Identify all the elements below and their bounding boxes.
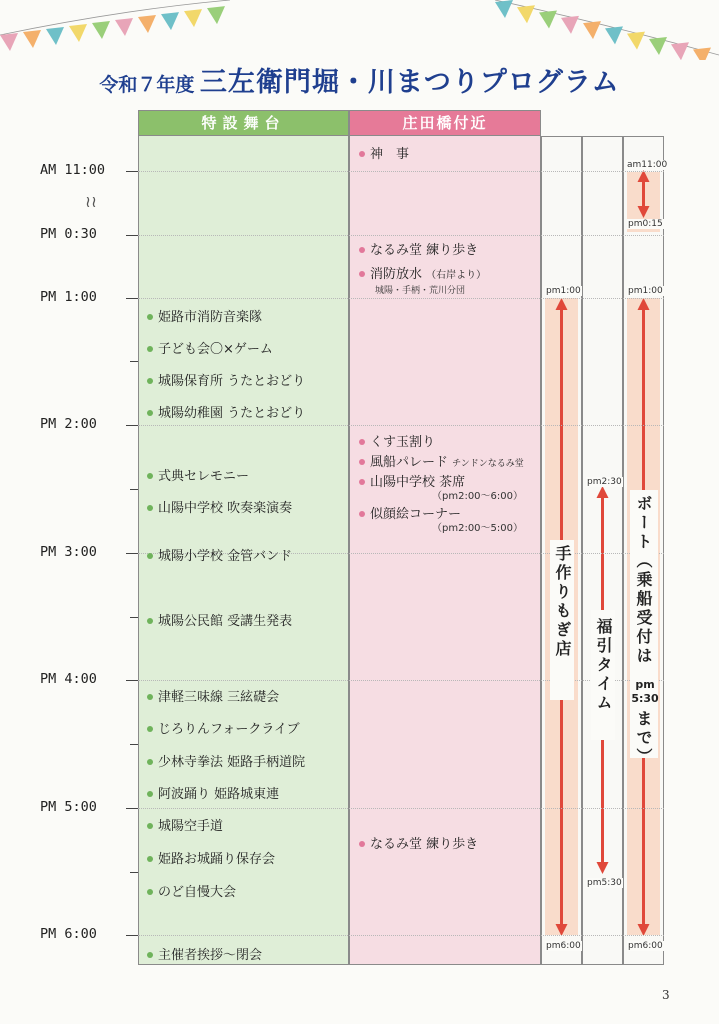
boat-end-time: pm6:00 <box>628 941 663 951</box>
stage-event <box>147 497 292 516</box>
lottery-label: 福引タイム <box>594 618 613 713</box>
half-hour-tick <box>130 617 138 618</box>
stage-event-label: のど自慢大会 <box>158 885 237 900</box>
bullet-icon <box>147 473 153 479</box>
bullet-icon <box>147 823 153 829</box>
stage-event <box>147 944 262 963</box>
time-label: AM 11:00 <box>40 162 106 178</box>
stage-event-label: 津軽三味線 三絃礎会 <box>158 690 280 705</box>
time-gridline <box>138 235 664 236</box>
bridge-event-time: （pm2:00～6:00） <box>432 491 524 502</box>
stage-event <box>147 465 249 484</box>
bullet-icon <box>147 694 153 700</box>
time-tick <box>126 808 138 809</box>
stage-event-label: 式典セレモニー <box>158 469 250 484</box>
lottery-end-time: pm5:30 <box>587 878 622 888</box>
bullet-icon <box>359 459 365 465</box>
bullet-icon <box>147 726 153 732</box>
stage-event-label: 主催者挨拶～閉会 <box>158 948 263 963</box>
title-era: 令和７年度 <box>99 74 195 96</box>
bridge-event: 似顔絵コーナー <box>359 503 461 522</box>
bridge-event: 風船パレード チンドンなるみ堂 <box>359 451 524 470</box>
time-label: PM 6:00 <box>40 926 97 942</box>
stage-event-label: 姫路市消防音楽隊 <box>158 310 263 325</box>
stage-event <box>147 402 305 421</box>
bullet-icon <box>147 856 153 862</box>
stage-event <box>147 686 279 705</box>
time-label: PM 5:00 <box>40 799 97 815</box>
stage-column-header: 特設舞台 <box>138 110 349 136</box>
time-label: PM 1:00 <box>40 289 97 305</box>
time-gap-mark: ≀≀ <box>85 192 97 211</box>
bullet-icon <box>147 505 153 511</box>
stage-event <box>147 370 305 389</box>
half-hour-tick <box>130 744 138 745</box>
bridge-event: なるみ堂 練り歩き <box>359 239 478 258</box>
stage-event <box>147 306 262 325</box>
bullet-icon <box>147 410 153 416</box>
bullet-icon <box>359 247 365 253</box>
time-tick <box>126 935 138 936</box>
bullet-icon <box>147 759 153 765</box>
stage-event <box>147 783 279 802</box>
bullet-icon <box>147 791 153 797</box>
half-hour-tick <box>130 872 138 873</box>
shop-start-time: pm1:00 <box>546 286 581 296</box>
bridge-event: 山陽中学校 茶席 <box>359 471 465 490</box>
stage-event <box>147 751 305 770</box>
boat-label-time: pm 5:30 <box>631 678 659 705</box>
time-gridline <box>138 425 664 426</box>
stage-event-label: 子ども会〇×ゲーム <box>158 342 273 357</box>
stage-event <box>147 815 223 834</box>
time-gridline <box>138 808 664 809</box>
bullet-icon <box>359 479 365 485</box>
bullet-icon <box>147 378 153 384</box>
stage-event-label: 山陽中学校 吹奏楽演奏 <box>158 501 293 516</box>
boat-am-start-time: am11:00 <box>627 160 668 170</box>
stage-event-label: 城陽公民館 受講生発表 <box>158 614 293 629</box>
stage-event <box>147 610 292 629</box>
bullet-icon <box>359 511 365 517</box>
boat-am-end-time: pm0:15 <box>628 219 663 229</box>
bullet-icon <box>359 271 365 277</box>
stage-event <box>147 338 273 357</box>
time-tick <box>126 425 138 426</box>
stage-event-label: 城陽空手道 <box>158 819 224 834</box>
time-label: PM 2:00 <box>40 416 97 432</box>
title-main: 三左衛門堀・川まつりプログラム <box>199 67 620 98</box>
bullet-icon <box>147 618 153 624</box>
bullet-icon <box>147 314 153 320</box>
time-tick <box>126 553 138 554</box>
bridge-event: 消防放水 （右岸より） <box>359 263 486 282</box>
stage-event-label: 阿波踊り 姫路城東連 <box>158 787 280 802</box>
time-gridline <box>138 680 664 681</box>
time-tick <box>126 298 138 299</box>
boat-start-time: pm1:00 <box>628 286 663 296</box>
stage-event-label: 姫路お城踊り保存会 <box>158 852 276 867</box>
stage-event <box>147 545 292 564</box>
stage-event-label: 城陽保育所 うたとおどり <box>158 374 306 389</box>
time-gridline <box>138 935 664 936</box>
bullet-icon <box>147 346 153 352</box>
stage-event <box>147 718 300 737</box>
time-tick <box>126 235 138 236</box>
bridge-column-header: 庄田橋付近 <box>349 110 541 136</box>
boat-label-end: まで） <box>634 710 653 767</box>
bridge-event: なるみ堂 練り歩き <box>359 833 478 852</box>
stage-event-label: 少林寺拳法 姫路手柄道院 <box>158 755 306 770</box>
time-tick <box>126 680 138 681</box>
bridge-event: くす玉割り <box>359 431 435 450</box>
bullet-icon <box>359 439 365 445</box>
shop-end-time: pm6:00 <box>546 941 581 951</box>
time-tick <box>126 171 138 172</box>
bullet-icon <box>359 151 365 157</box>
lottery-start-time: pm2:30 <box>587 477 622 487</box>
half-hour-tick <box>130 361 138 362</box>
time-gridline <box>138 298 664 299</box>
half-hour-tick <box>130 489 138 490</box>
page-number: 3 <box>662 988 670 1002</box>
stage-event-label: 城陽幼稚園 うたとおどり <box>158 406 306 421</box>
shop-label: 手作りもぎ店 <box>553 545 572 659</box>
time-label: PM 4:00 <box>40 671 97 687</box>
stage-event-label: じろりんフォークライブ <box>158 722 300 737</box>
bullet-icon <box>147 553 153 559</box>
time-label: PM 3:00 <box>40 544 97 560</box>
stage-event-label: 城陽小学校 金管バンド <box>158 549 293 564</box>
bridge-event: 神 事 <box>359 143 409 162</box>
bridge-event-note: 城陽・手柄・荒川分団 <box>375 286 466 296</box>
time-label: PM 0:30 <box>40 226 97 242</box>
time-gridline <box>138 171 664 172</box>
stage-event <box>147 881 236 900</box>
bullet-icon <box>359 841 365 847</box>
bullet-icon <box>147 889 153 895</box>
boat-label: ボート（乗船受付は <box>634 495 653 666</box>
bridge-event-time: （pm2:00～5:00） <box>432 523 524 534</box>
bullet-icon <box>147 952 153 958</box>
stage-event <box>147 848 275 867</box>
